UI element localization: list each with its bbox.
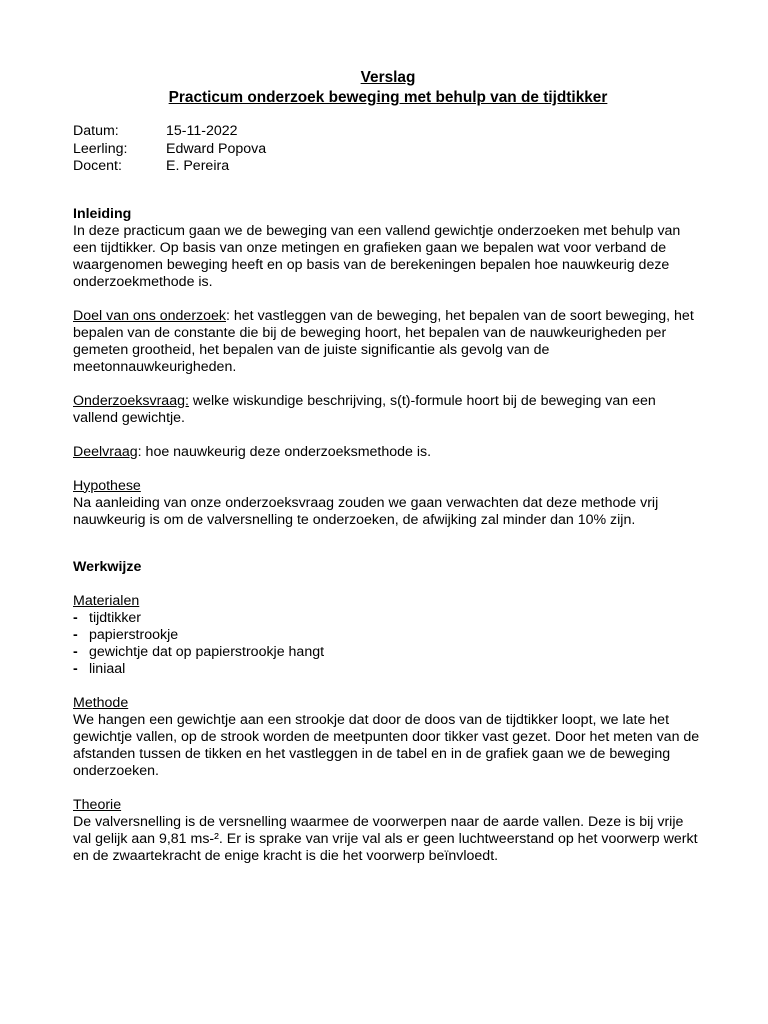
methode-heading: Methode (73, 694, 129, 711)
list-item-text: liniaal (89, 660, 126, 677)
list-item-text: tijdtikker (89, 609, 142, 626)
bullet-dash: - (73, 609, 78, 626)
list-item (73, 610, 703, 627)
hypothese-text: Na aanleiding van onze onderzoeksvraag zouden we gaan verwachten dat deze methode vrij nauwkeurig is om de valversnelling te onderzoeken, de afwijking zal minder dan 10% zijn. (73, 494, 659, 528)
methode-text: We hangen een gewichtje aan een strookje dat door de doos van de tijdtikker loopt, we late het gewichtje vallen, op de strook worden de meetpunten door tikker vast gezet. Door het meten van de afstanden tussen de tikken en het vastleggen in de tabel en in de grafiek gaan we de beweging onderzoeken. (73, 711, 700, 779)
deelvraag-label: Deelvraag (73, 443, 138, 460)
doel-label: Doel van ons onderzoek (73, 307, 227, 324)
onderzoeksvraag-label: Onderzoeksvraag: (73, 392, 189, 409)
hypothese-heading: Hypothese (73, 477, 141, 494)
meta-value: E. Pereira (166, 158, 230, 174)
bullet-dash: - (73, 660, 78, 677)
meta-label: Datum: (73, 123, 119, 139)
meta-value: Edward Popova (166, 140, 267, 157)
section-methode (73, 695, 703, 780)
section-doel (73, 308, 703, 376)
meta-row-docent (73, 158, 703, 176)
meta-row-leerling (73, 141, 703, 159)
bullet-dash: - (73, 643, 78, 660)
onderzoeksvraag-text: welke wiskundige beschrijving, s(t)-formule hoort bij de beweging van een vallend gewichtje. (73, 392, 656, 426)
theorie-heading: Theorie (73, 796, 122, 813)
meta-block (73, 123, 703, 176)
list-item-text: gewichtje dat op papierstrookje hangt (89, 643, 325, 660)
list-item (73, 644, 703, 661)
inleiding-heading: Inleiding (73, 205, 132, 222)
meta-row-datum (73, 123, 703, 141)
document-title: Verslag (360, 69, 416, 86)
section-theorie (73, 797, 703, 865)
materialen-heading: Materialen (73, 592, 140, 609)
materialen-list (73, 610, 703, 678)
doel-text: : het vastleggen van de beweging, het bepalen van de soort beweging, het bepalen van de constante die bij de beweging hoort, het bepalen van de nauwkeurigheden per gemeten grootheid, het bepalen van de juiste significantie als gevolg van de meetonnauwkeurigheden. (73, 307, 694, 375)
theorie-text: De valversnelling is de versnelling waarmee de voorwerpen naar de aarde vallen. Deze is bij vrije val gelijk aan 9,81 ms-². Er is sprake van vrije val als er geen luchtweerstand op het voorwerp werkt en de zwaartekracht de enige kracht is die het voorwerp beïnvloedt. (73, 813, 698, 864)
title-block (73, 68, 703, 108)
list-item (73, 627, 703, 644)
bullet-dash: - (73, 626, 78, 643)
section-onderzoeksvraag (73, 393, 703, 427)
deelvraag-text: : hoe nauwkeurig deze onderzoeksmethode is. (137, 443, 432, 460)
meta-value: 15-11-2022 (166, 123, 238, 139)
list-item-text: papierstrookje (89, 626, 179, 643)
section-hypothese (73, 478, 703, 529)
meta-label: Leerling: (73, 140, 128, 157)
document-subtitle: Practicum onderzoek beweging met behulp van de tijdtikker (168, 89, 608, 106)
section-deelvraag (73, 444, 703, 461)
inleiding-text: In deze practicum gaan we de beweging van een vallend gewichtje onderzoeken met behulp van een tijdtikker. Op basis van onze metingen en grafieken gaan we bepalen wat voor verband de waargenomen beweging heeft en op basis van de berekeningen bepalen hoe nauwkeurig deze onderzoekmethode is. (73, 222, 681, 290)
meta-label: Docent: (73, 158, 122, 174)
section-materialen (73, 593, 703, 678)
document-page (73, 68, 703, 865)
section-inleiding (73, 206, 703, 291)
list-item (73, 661, 703, 678)
werkwijze-heading: Werkwijze (73, 558, 142, 575)
